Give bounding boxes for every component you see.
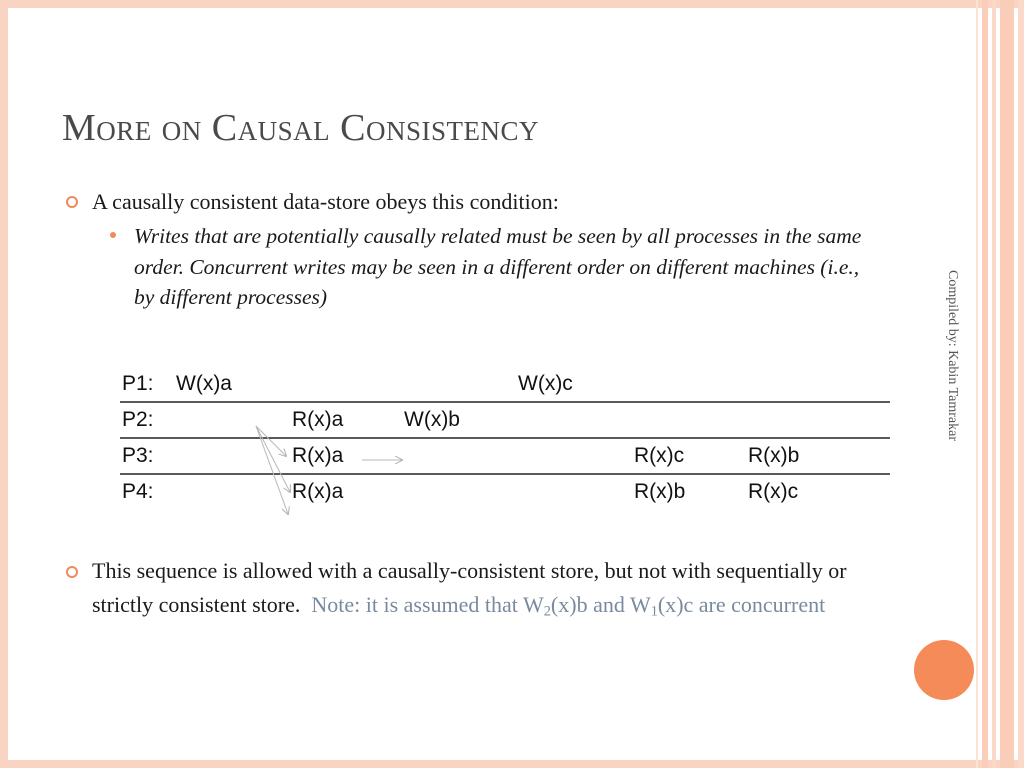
concurrency-note: [306, 592, 826, 620]
slide-title: More on Causal Consistency: [62, 107, 539, 149]
note-prefix: Note: it is assumed that: [311, 592, 518, 617]
operation-label: W(x)b: [404, 408, 460, 431]
ring-bullet-icon: [66, 196, 78, 208]
operation-label: R(x)b: [634, 480, 686, 503]
arrow-p2-to-p4: [256, 426, 290, 492]
operation-label: W(x)a: [176, 372, 232, 395]
process-label: P1:: [122, 372, 154, 395]
credit-text: Compiled by: Kabin Tamrakar: [945, 270, 960, 442]
frame-top-border: [0, 0, 1024, 8]
stripe: [976, 0, 978, 768]
note-sub-1: 1: [650, 603, 658, 620]
operation-label: R(x)c: [748, 480, 799, 503]
operation-label: W(x)c: [518, 372, 573, 395]
decorative-circle: [914, 640, 974, 700]
operation-label: R(x)a: [292, 408, 344, 431]
operation-label: R(x)a: [292, 444, 344, 467]
arrow-p1-to-p3: [256, 426, 286, 456]
operation-label: R(x)b: [748, 444, 800, 467]
stripe: [982, 0, 988, 768]
stripe: [1000, 0, 1014, 768]
bullet-condition: [62, 186, 892, 217]
bullet-text: A causally consistent data-store obeys this condition:: [92, 189, 559, 214]
bullet-sequence-allowed: [62, 554, 892, 622]
bullet-row: [62, 554, 892, 622]
operation-label: R(x)c: [634, 444, 685, 467]
operation-label: R(x)a: [292, 480, 344, 503]
bullet-text: This sequence is allowed with a causally-consistent store, but not with sequentially or strictly consistent store.: [92, 558, 847, 617]
sub-bullet-text: Writes that are potentially causally related must be seen by all processes in the same order. Concurrent writes may be seen in a different order on different machines (i.e., by different processes): [134, 224, 862, 309]
frame-bottom-border: [0, 760, 1024, 768]
ring-bullet-icon: [66, 566, 78, 578]
causal-sequence-diagram: [120, 364, 890, 524]
note-mid: (x)b and W: [550, 592, 651, 617]
dot-bullet-icon: [110, 232, 116, 238]
frame-left-border: [0, 0, 8, 768]
stripe: [992, 0, 996, 768]
process-label: P3:: [122, 444, 154, 467]
right-stripes: [976, 0, 1024, 768]
process-label: P2:: [122, 408, 154, 431]
process-label: P4:: [122, 480, 154, 503]
note-w: W: [523, 592, 544, 617]
note-tail: (x)c are concurrent: [657, 592, 826, 617]
note-sub-2: 2: [543, 603, 551, 620]
slide-content: [62, 186, 892, 313]
sub-bullet-rule: [104, 221, 884, 313]
stripe: [1018, 0, 1024, 768]
arrow-p1-to-p4: [256, 426, 288, 514]
